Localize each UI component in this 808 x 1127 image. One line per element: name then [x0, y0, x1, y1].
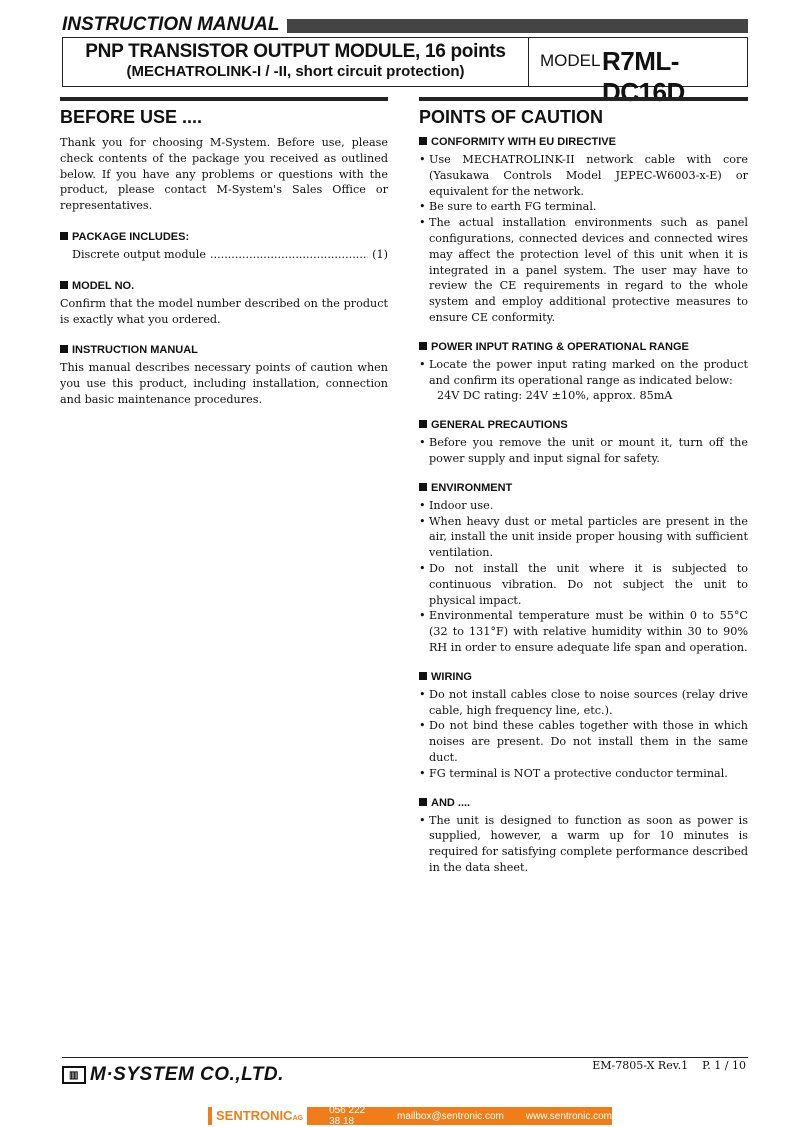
- list-item: • Be sure to earth FG terminal.: [419, 199, 748, 215]
- general-heading: GENERAL PRECAUTIONS: [419, 418, 748, 432]
- model-heading: MODEL NO.: [60, 279, 388, 293]
- list-item: • FG terminal is NOT a protective conductor terminal.: [419, 766, 748, 782]
- power-rating: 24V DC rating: 24V ±10%, approx. 85mA: [437, 389, 673, 403]
- company-logo: [62, 1064, 284, 1086]
- model-label: MODEL: [540, 51, 601, 70]
- square-bullet-icon: [60, 281, 68, 289]
- square-bullet-icon: [419, 137, 427, 145]
- environment-heading: ENVIRONMENT: [419, 481, 748, 495]
- square-bullet-icon: [419, 798, 427, 806]
- package-item-row: [60, 247, 388, 263]
- doc-number: EM-7805-X Rev.1: [592, 1059, 689, 1072]
- before-use-intro: Thank you for choosing M-System. Before use, please check contents of the package you received as outlined below. If you have any problems or questions with the product, please contact M-System's Sales Office or representatives.: [60, 136, 388, 213]
- package-heading: PACKAGE INCLUDES:: [60, 230, 388, 244]
- doc-reference: [592, 1059, 746, 1072]
- before-use-column: [60, 97, 388, 408]
- list-item: • Do not install the unit where it is subjected to continuous vibration. Do not subject the unit to physical impact.: [419, 561, 748, 608]
- and-list: [419, 813, 748, 876]
- square-bullet-icon: [419, 420, 427, 428]
- header-stripe: [276, 19, 748, 33]
- square-bullet-icon: [419, 672, 427, 680]
- list-item: • Use MECHATROLINK-II network cable with core (Yasukawa Controls Model JEPEC-W6003-x-E) or equivalent for the network.: [419, 152, 748, 199]
- footer-divider: [62, 1057, 748, 1058]
- manual-label: INSTRUCTION MANUAL: [62, 14, 287, 36]
- manual-header: [62, 14, 748, 36]
- distributor-email[interactable]: mailbox@sentronic.com: [397, 1110, 504, 1122]
- distributor-brand: SENTRONICAG: [212, 1107, 307, 1125]
- instruction-manual-heading: INSTRUCTION MANUAL: [60, 343, 388, 357]
- caution-column: [419, 97, 748, 876]
- list-item: • Indoor use.: [419, 498, 748, 514]
- product-title-line1: PNP TRANSISTOR OUTPUT MODULE, 16 points: [85, 41, 506, 62]
- power-heading: POWER INPUT RATING & OPERATIONAL RANGE: [419, 340, 748, 354]
- eu-list: [419, 152, 748, 326]
- list-item: • Do not bind these cables together with those in which noises are present. Do not install them in the same duct.: [419, 718, 748, 765]
- caution-title: POINTS OF CAUTION: [419, 97, 748, 127]
- package-item: Discrete output module: [72, 247, 206, 261]
- eu-heading: CONFORMITY WITH EU DIRECTIVE: [419, 135, 748, 149]
- general-list: [419, 435, 748, 467]
- package-qty: (1): [372, 247, 388, 261]
- model-value: R7ML-DC16D: [602, 46, 685, 107]
- msystem-logo-icon: ▥: [62, 1066, 86, 1084]
- power-list: [419, 357, 748, 389]
- distributor-phone: 056 222 38 18: [329, 1105, 366, 1127]
- leader-dots: [210, 247, 368, 263]
- distributor-web[interactable]: www.sentronic.com: [525, 1110, 612, 1122]
- list-item: • The actual installation environments such as panel configurations, connected devices and connected wires may affect the protection level of this unit when it is integrated in a panel system. The user may have to review the CE requirements in regard to the whole system and employ additional protective measures to ensure CE conformity.: [419, 215, 748, 326]
- environment-list: [419, 498, 748, 656]
- list-item: • Do not install cables close to noise sources (relay drive cable, high frequency line, etc.).: [419, 687, 748, 719]
- model-text: Confirm that the model number described on the product is exactly what you ordered.: [60, 296, 388, 326]
- square-bullet-icon: [419, 483, 427, 491]
- list-item: • When heavy dust or metal particles are present in the air, install the unit inside proper housing with sufficient ventilation.: [419, 514, 748, 561]
- distributor-banner: [208, 1107, 612, 1125]
- square-bullet-icon: [419, 342, 427, 350]
- list-item: • Locate the power input rating marked on the product and confirm its operational range as indicated below:: [419, 357, 748, 389]
- model-box: [530, 38, 747, 107]
- square-bullet-icon: [60, 232, 68, 240]
- wiring-heading: WIRING: [419, 670, 748, 684]
- product-title: [63, 38, 529, 86]
- instruction-manual-text: This manual describes necessary points of caution when you use this product, including installation, connection and basic maintenance procedures.: [60, 361, 388, 406]
- list-item: • The unit is designed to function as soon as power is supplied, however, a warm up for 10 minutes is required for satisfying complete performance described in the data sheet.: [419, 813, 748, 876]
- list-item: • Environmental temperature must be within 0 to 55°C (32 to 131°F) with relative humidity within 30 to 90% RH in order to ensure adequate life span and operation.: [419, 608, 748, 655]
- title-box: [62, 37, 748, 107]
- page-number: P. 1 / 10: [702, 1059, 746, 1072]
- list-item: • Before you remove the unit or mount it, turn off the power supply and input signal for safety.: [419, 435, 748, 467]
- before-use-title: BEFORE USE ....: [60, 97, 388, 127]
- product-title-line2: (MECHATROLINK-I / -II, short circuit protection): [126, 63, 465, 80]
- square-bullet-icon: [60, 345, 68, 353]
- and-heading: AND ....: [419, 796, 748, 810]
- wiring-list: [419, 687, 748, 782]
- company-name: M·SYSTEM CO.,LTD.: [90, 1064, 284, 1085]
